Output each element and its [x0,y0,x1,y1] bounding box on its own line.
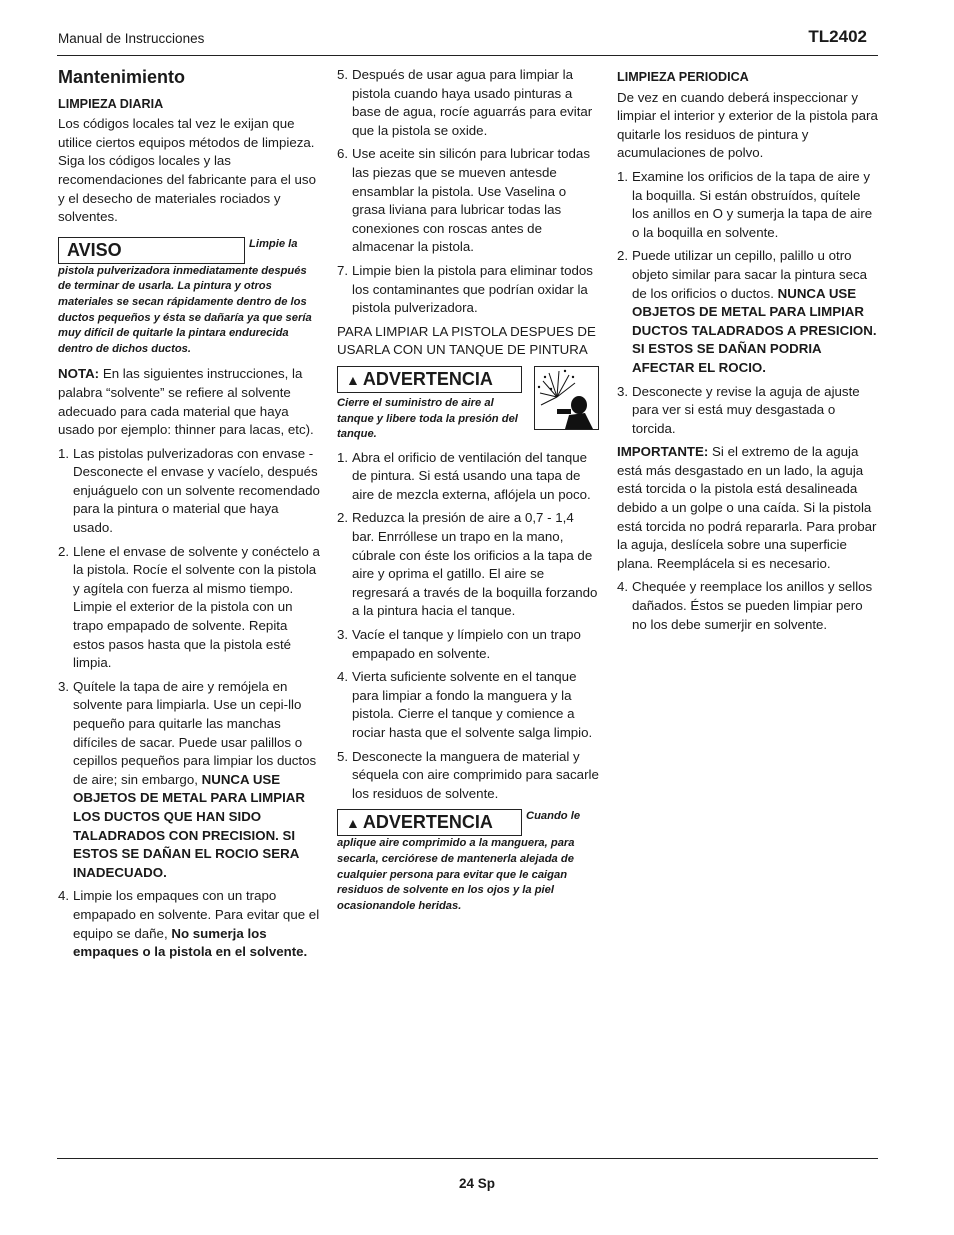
nota-text: En las siguientes instrucciones, la palabra “solvente” se refiere al solvente adecuado para cada material que haya usado por ejemplo: thinner para lacas, etc). [58,366,314,438]
list-item: 6. Use aceite sin silicón para lubricar todas las piezas que se mueven antesde ensamblar la pistola. Use Vaselina o grasa liviana para lubricar todas las conexiones con roscas antes de almacenar la pistola. [337,146,590,255]
section-title: Mantenimiento [58,67,186,87]
header-rule [57,55,878,56]
list-item: 4. Limpie los empaques con un trapo empapado en solvente. Para evitar que el equipo se dañe, No sumerja los empaques o la pistola en el solvente. [58,888,320,960]
periodic-steps [617,168,879,438]
list-item: 3. Vacíe el tanque y límpielo con un trapo empapado en solvente. [337,627,581,661]
warning-2 [337,809,599,914]
periodic-steps-cont [617,578,879,634]
importante-paragraph [617,443,879,573]
list-item: 5. Después de usar agua para limpiar la pistola cuando haya usado pinturas a base de agua, rocíe aguarrás para evitar que la pistola se oxide. [337,67,593,138]
list-item: 2. Puede utilizar un cepillo, palillo u otro objeto similar para sacar la pintura seca de los orificios o ductos. NUNCA USE OBJETOS DE METAL PARA LIMPIAR DUCTOS TALADRADOS A PRESICION. SI ESTOS SE DAÑAN PODRIA AFECTAR EL ROCIO. [617,248,877,375]
list-item: 4. Chequée y reemplace los anillos y sellos dañados. Éstos se pueden limpiar pero no los debe sumerjir en solvente. [617,579,873,632]
aviso-notice [58,237,320,358]
warning-1-text: Cierre el suministro de aire al tanque y libere toda la presión del tanque. [337,396,518,441]
list-item: 1. Examine los orificios de la tapa de aire y la boquilla. Si están obstruídos, quítele los anillos en O y sumerja la tapa de aire o la boquilla en solvente. [617,168,873,240]
importante-label: IMPORTANTE: [617,444,709,460]
periodic-heading: LIMPIEZA PERIODICA [617,70,749,84]
daily-steps [58,445,320,962]
aviso-text: Limpie la pistola pulverizadora inmediatamente después de terminar de usarla. La pintura y otros materiales se secan rápidamente dentro de los ductos pequeños y ésta se dañaría ya que sería muy difícil de quitarle la pintara endurecida dentro de dichos ductos. [58,237,312,355]
importante-text: Si el extremo de la aguja está más desgastado en un lado, la aguja está torcida o la pistola está desalineada debido a un golpe o una caída. Si la pistola está torcida no podrá repararla. Para probar la aguja, deslícela sobre una superficie plana. Reemplácela si es necesario. [617,444,877,571]
warning-1 [337,366,599,443]
hazard-spray-icon [534,366,599,430]
list-item: 1. Abra el orificio de ventilación del tanque de pintura. Si está usando una tapa de aire de mezcla externa, aflójela un poco. [337,449,591,502]
nota-label: NOTA: [58,366,100,382]
warning-2-text: Cuando le aplique aire comprimido a la manguera, para secarla, cerciórese de mantenerla alejada de cualquier persona para evitar que le caigan residuos de solvente en los ojos y la piel ocasionandole heridas. [337,810,581,912]
header-model: TL2402 [808,27,867,46]
column-3 [617,66,879,639]
list-item: 2. Reduzca la presión de aire a 0,7 - 1,4 bar. Enrróllese un trapo en la mano, cúbrale con éste los orificios a la tapa de aire y oprima el gatillo. El aire se regresará a través de la boquilla forzando a la pintura hacia el tanque. [337,510,598,619]
list-item: 4. Vierta suficiente solvente en el tanque para limpiar a fondo la manguera y la pistola. Cierre el tanque y comience a rociar hasta que el solvente salga limpio. [337,669,593,740]
header-manual-title: Manual de Instrucciones [58,31,205,46]
list-item: 2. Llene el envase de solvente y conéctelo a la pistola. Rocíe el solvente con la pistola y agítela con fuerza al mismo tiempo. Limpie el exterior de la pistola con un trapo empapado de solvente. Repita estos pasos hasta que la pistola esté limpia. [58,543,320,671]
list-item: 5. Desconecte la manguera de material y séquela con aire comprimido para sacarle los residuos de solvente. [337,748,599,801]
daily-intro: Los códigos locales tal vez le exijan que utilice ciertos equipos métodos de limpieza. Siga los códigos locales y las recomendaciones del fabricante para el uso y el desecho de materiales rociados y solventes. [58,116,316,225]
warning-1-label: ▲ ADVERTENCIA [337,366,522,393]
gun-steps [337,66,599,318]
aviso-label: AVISO [58,237,245,264]
nota-paragraph [58,365,320,439]
daily-heading: LIMPIEZA DIARIA [58,96,164,111]
list-item: 7. Limpie bien la pistola para eliminar todos los contaminantes que podrían oxidar la pistola pulverizadora. [337,262,593,316]
column-2 [337,66,599,914]
column-1 [58,66,320,967]
footer-rule [57,1158,878,1159]
list-item: 3. Quítele la tapa de aire y remójela en solvente para limpiarla. Use un cepi-llo pequeño para quitarle las manchas difíciles de sacar. Puede usar palillos o cepillos pequeños para limpiar los ductos de aire; sin embargo, NUNCA USE OBJETOS DE METAL PARA LIMPIAR LOS DUCTOS QUE HAN SIDO TALADRADOS CON PRECISION. SI ESTOS SE DAÑAN EL ROCIO SERA INADECUADO. [58,678,317,880]
warning-2-label: ▲ ADVERTENCIA [337,809,522,836]
list-item: 1. Las pistolas pulverizadoras con envase - Desconecte el envase y vacíelo, después enjuáguelo con un solvente recomendado para la pintura o material que haya usado. [58,445,320,536]
tank-heading: PARA LIMPIAR LA PISTOLA DESPUES DE USARLA CON UN TANQUE DE PINTURA [337,323,596,358]
tank-steps [337,449,599,804]
list-item: 3. Desconecte y revise la aguja de ajuste para ver si está muy desgastada o torcida. [617,383,860,436]
page-number: 24 Sp [458,1176,496,1191]
periodic-intro: De vez en cuando deberá inspeccionar y limpiar el interior y exterior de la pistola para quitarle los residuos de pintura y acumulaciones de polvo. [617,89,878,161]
